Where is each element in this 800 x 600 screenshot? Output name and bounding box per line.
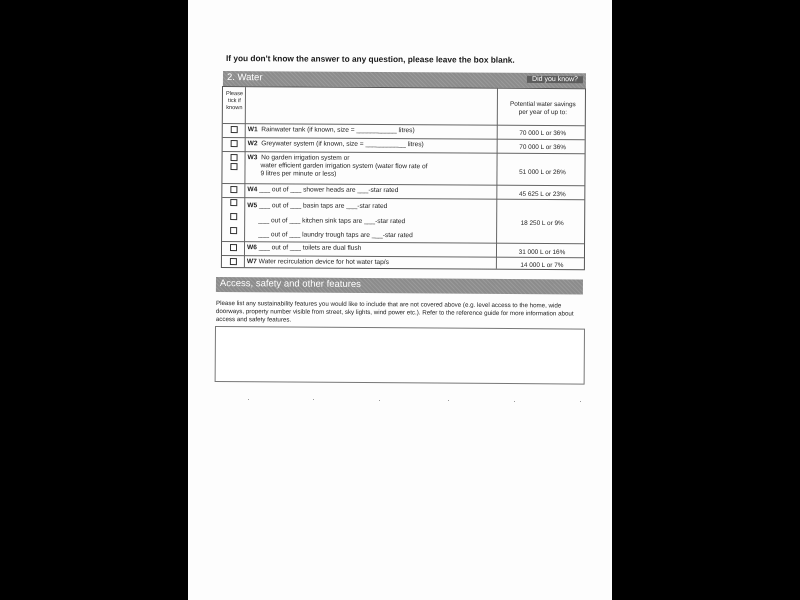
w5-text	[247, 199, 413, 244]
w1-line: Rainwater tank (if known, size = ___________ litres)	[261, 126, 415, 135]
savings-header-line: Potential water savings	[510, 100, 576, 109]
w6-code: W6	[246, 244, 257, 252]
tick-header-line: tick if	[228, 98, 241, 105]
scan-speck	[248, 399, 249, 400]
w2-code: W2	[247, 140, 258, 148]
access-instructions: Please list any sustainability features you would like to include that are not covered above (e.g. level access to the home, wide doorways, property number visible from street, sky lights, wind power etc.). Refer to the reference guide for more information about access and safety features.	[215, 300, 574, 324]
w4-saving: 45 625 L or 23%	[518, 190, 566, 199]
w4-line: ___ out of ___ shower heads are ___-star rated	[259, 186, 399, 195]
w5-line: ___ out of ___ basin taps are ___-star rated	[258, 202, 388, 211]
w3-line: 9 litres per minute or less)	[260, 170, 337, 178]
w3-code: W3	[247, 154, 258, 162]
w4-checkbox[interactable]	[230, 186, 237, 193]
w3-line: water efficient garden irrigation system (water flow rate of	[260, 162, 428, 171]
w6-checkbox[interactable]	[230, 244, 237, 251]
w1-checkbox[interactable]	[231, 126, 238, 133]
w5-line: ___ out of ___ kitchen sink taps are ___-star rated	[258, 216, 406, 225]
scan-speck	[313, 399, 314, 400]
tick-header-line: Please	[225, 91, 244, 98]
w5-checkbox-laundry[interactable]	[230, 227, 237, 234]
w7-text	[247, 258, 389, 267]
instruction-text: If you don't know the answer to any question, please leave the box blank.	[225, 53, 515, 65]
w1-code: W1	[247, 126, 258, 134]
w7-code: W7	[246, 258, 257, 266]
w3-line: No garden irrigation system or	[261, 154, 350, 162]
w3-saving: 51 000 L or 26%	[519, 168, 566, 177]
w3-checkbox-b[interactable]	[230, 163, 237, 170]
w4-code: W4	[247, 186, 258, 194]
w6-line: ___ out of ___ toilets are dual flush	[258, 244, 362, 252]
w5-code: W5	[247, 202, 258, 210]
col-divider	[496, 89, 498, 269]
tick-header-line: known	[226, 105, 243, 112]
w7-line: Water recirculation device for hot water tap/s	[258, 258, 389, 267]
w5-saving: 18 250 L or 9%	[520, 219, 564, 228]
access-features-textbox[interactable]	[215, 326, 585, 385]
w6-saving: 31 000 L or 16%	[518, 248, 566, 257]
w7-saving: 14 000 L or 7%	[520, 261, 564, 270]
w2-checkbox[interactable]	[231, 140, 238, 147]
w1-text	[248, 126, 415, 135]
w4-text	[247, 186, 398, 195]
w2-text	[248, 140, 424, 149]
w5-checkbox-basin[interactable]	[230, 199, 237, 206]
water-section-title: 2. Water	[226, 72, 263, 84]
w5-line: ___ out of ___ laundry trough taps are ___-star rated	[258, 231, 413, 240]
scan-speck	[514, 401, 515, 402]
w6-text	[247, 244, 361, 253]
did-you-know-label: Did you know?	[527, 76, 583, 83]
w1-saving: 70 000 L or 36%	[519, 129, 567, 138]
savings-column-header	[499, 101, 587, 118]
access-section-title: Access, safety and other features	[219, 278, 361, 291]
w5-checkbox-kitchen[interactable]	[230, 213, 237, 220]
tick-column-header	[226, 91, 243, 112]
access-section-header	[216, 277, 583, 295]
scan-speck	[379, 400, 380, 401]
scan-speck	[448, 400, 449, 401]
w2-saving: 70 000 L or 36%	[519, 143, 566, 152]
w3-text	[247, 154, 427, 179]
water-table	[221, 86, 586, 270]
savings-header-line: per year of up to:	[518, 108, 568, 117]
w2-line: Greywater system (if known, size = ___________ litres)	[261, 140, 424, 149]
scan-speck	[580, 401, 581, 402]
w3-checkbox-a[interactable]	[231, 154, 238, 161]
w7-checkbox[interactable]	[230, 258, 237, 265]
